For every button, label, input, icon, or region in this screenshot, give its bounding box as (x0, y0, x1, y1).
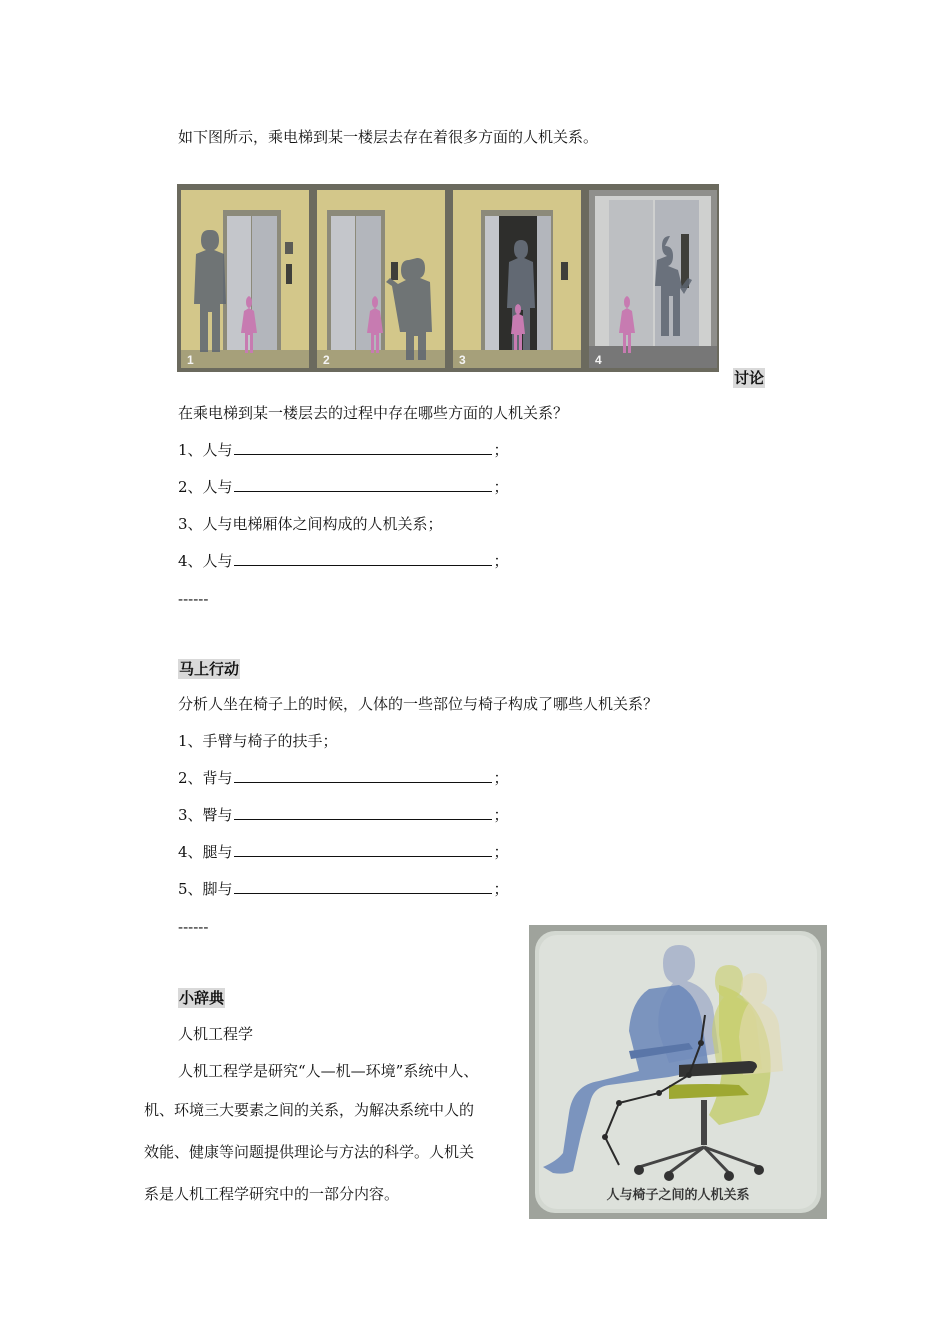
discussion-item-2 (178, 477, 509, 497)
action-item-2 (178, 768, 509, 788)
dictionary-term: 人机工程学 (178, 1025, 254, 1043)
answer-blank[interactable] (234, 440, 492, 455)
dictionary-line-3: 效能、健康等问题提供理论与方法的科学。人机关 (144, 1143, 475, 1161)
svg-text:4: 4 (595, 353, 602, 367)
elevator-panel-4 (589, 190, 717, 368)
item-prefix: 4、腿与 (178, 843, 233, 861)
action-item-3 (178, 805, 509, 825)
item-suffix: ； (493, 441, 509, 459)
dictionary-line-4: 系是人机工程学研究中的一部分内容。 (144, 1185, 400, 1203)
answer-blank[interactable] (234, 805, 492, 820)
discussion-item-1 (178, 440, 509, 460)
elevator-panel-2 (317, 190, 445, 368)
svg-text:2: 2 (323, 353, 330, 367)
action-ellipsis: ------ (178, 918, 209, 936)
dictionary-line-2: 机、环境三大要素之间的关系，为解决系统中人的 (144, 1101, 475, 1119)
elevator-figure (177, 184, 719, 372)
answer-blank[interactable] (234, 842, 492, 857)
item-prefix: 4、人与 (178, 552, 233, 570)
item-suffix: ； (493, 843, 509, 861)
action-question: 分析人坐在椅子上的时候，人体的一些部位与椅子构成了哪些人机关系？ (178, 695, 659, 713)
svg-text:3: 3 (459, 353, 466, 367)
answer-blank[interactable] (234, 879, 492, 894)
item-prefix: 2、背与 (178, 769, 233, 787)
item-prefix: 5、脚与 (178, 880, 233, 898)
answer-blank[interactable] (234, 477, 492, 492)
discussion-item-3: 3、人与电梯厢体之间构成的人机关系； (178, 515, 443, 533)
dictionary-heading: 小辞典 (179, 989, 225, 1007)
action-heading: 马上行动 (179, 660, 240, 678)
item-prefix: 1、人与 (178, 441, 233, 459)
item-suffix: ； (493, 552, 509, 570)
item-suffix: ； (493, 806, 509, 824)
intro-text: 如下图所示，乘电梯到某一楼层去存在着很多方面的人机关系。 (178, 128, 599, 146)
item-suffix: ； (493, 769, 509, 787)
chair-caption: 人与椅子之间的人机关系 (606, 1188, 750, 1203)
chair-figure (529, 925, 827, 1219)
dictionary-line-1: 人机工程学是研究“人—机—环境”系统中人、 (178, 1062, 479, 1080)
answer-blank[interactable] (234, 768, 492, 783)
elevator-panel-1 (181, 190, 309, 368)
action-item-5 (178, 879, 509, 899)
action-item-4 (178, 842, 509, 862)
action-item-1: 1、手臂与椅子的扶手； (178, 732, 338, 750)
svg-text:1: 1 (187, 353, 194, 367)
discussion-ellipsis: ------ (178, 590, 209, 608)
discussion-heading: 讨论 (734, 369, 765, 387)
discussion-question: 在乘电梯到某一楼层去的过程中存在哪些方面的人机关系？ (178, 404, 569, 422)
item-prefix: 3、臀与 (178, 806, 233, 824)
answer-blank[interactable] (234, 551, 492, 566)
item-prefix: 2、人与 (178, 478, 233, 496)
discussion-item-4 (178, 551, 509, 571)
item-suffix: ； (493, 478, 509, 496)
elevator-panel-3 (453, 190, 581, 368)
item-suffix: ； (493, 880, 509, 898)
